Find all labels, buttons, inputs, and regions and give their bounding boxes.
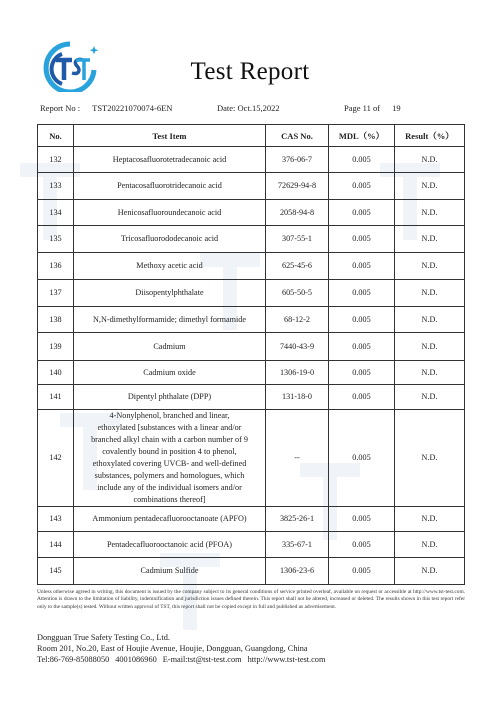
row-mdl: 0.005 — [329, 333, 395, 361]
row-cas-no: 335-67-1 — [266, 532, 329, 558]
page-label: Page — [344, 103, 361, 113]
row-cas-no: 307-55-1 — [266, 226, 329, 253]
report-date — [217, 103, 280, 113]
row-no: 144 — [38, 532, 74, 558]
page-indicator — [344, 103, 401, 113]
row-test-item: Ammonium pentadecafluorooctanoate (APFO) — [74, 507, 266, 532]
row-result: N.D. — [395, 173, 465, 200]
row-no: 140 — [38, 361, 74, 385]
company-website: http://www.tst-test.com — [247, 655, 326, 665]
row-result: N.D. — [395, 307, 465, 333]
row-result: N.D. — [395, 532, 465, 558]
company-address: Room 201, No.20, East of Houjie Avenue, Houjie, Dongguan, Guangdong, China — [37, 644, 308, 654]
row-result: N.D. — [395, 558, 465, 585]
col-cas-no: CAS No. — [266, 125, 329, 147]
row-mdl: 0.005 — [329, 200, 395, 226]
row-test-item: Diisopentylphthalate — [74, 280, 266, 307]
row-mdl: 0.005 — [329, 226, 395, 253]
row-result: N.D. — [395, 361, 465, 385]
row-no: 132 — [38, 147, 74, 173]
company-tel: Tel:86-769-85088050 — [37, 655, 110, 665]
row-mdl: 0.005 — [329, 558, 395, 585]
row-cas-no: 1306-23-6 — [266, 558, 329, 585]
table-row — [38, 532, 465, 558]
row-test-item: 4-Nonylphenol, branched and linear, ethoxylated [substances with a linear and/or branched alkyl chain with a carbon number of 9 covalently bound in position 4 to phenol, ethoxylated covering UVCB- and well-defined substances, polymers and homologues, which include any of the individual isomers and/or combinations thereof] — [74, 410, 266, 507]
company-info — [37, 632, 467, 666]
row-test-item: Pentadecafluorooctanoic acid (PFOA) — [74, 532, 266, 558]
report-no-label: Report No : — [40, 103, 81, 113]
row-cas-no: 625-45-6 — [266, 253, 329, 280]
row-result: N.D. — [395, 226, 465, 253]
row-test-item: Cadmium Sulfide — [74, 558, 266, 585]
row-test-item: Pentacosafluorotridecanoic acid — [74, 173, 266, 200]
table-row — [38, 558, 465, 585]
row-no: 134 — [38, 200, 74, 226]
row-test-item: Tricosafluorododecanoic acid — [74, 226, 266, 253]
row-cas-no: 376-06-7 — [266, 147, 329, 173]
table-row — [38, 507, 465, 532]
company-tel-hotline: 4001086960 — [115, 655, 157, 665]
table-row — [38, 147, 465, 173]
row-no: 145 — [38, 558, 74, 585]
row-test-item: Henicosafluoroundecanoic acid — [74, 200, 266, 226]
row-result: N.D. — [395, 280, 465, 307]
company-contacts — [37, 654, 467, 665]
row-cas-no: 7440-43-9 — [266, 333, 329, 361]
row-cas-no: -- — [266, 410, 329, 507]
row-result: N.D. — [395, 253, 465, 280]
row-no: 138 — [38, 307, 74, 333]
row-mdl: 0.005 — [329, 307, 395, 333]
row-cas-no: 131-18-0 — [266, 385, 329, 410]
row-cas-no: 68-12-2 — [266, 307, 329, 333]
row-cas-no: 605-50-5 — [266, 280, 329, 307]
report-title: Test Report — [190, 58, 310, 85]
date-label: Date: — [217, 103, 236, 113]
table-row — [38, 410, 465, 507]
table-row — [38, 253, 465, 280]
company-name: Dongguan True Safety Testing Co., Ltd. — [37, 633, 170, 642]
table-row — [38, 226, 465, 253]
row-no: 142 — [38, 410, 74, 507]
table-row — [38, 280, 465, 307]
row-mdl: 0.005 — [329, 361, 395, 385]
row-cas-no: 2058-94-8 — [266, 200, 329, 226]
row-result: N.D. — [395, 147, 465, 173]
row-result: N.D. — [395, 385, 465, 410]
row-no: 135 — [38, 226, 74, 253]
col-mdl: MDL（%） — [329, 125, 395, 147]
row-cas-no: 72629-94-8 — [266, 173, 329, 200]
row-test-item: Dipentyl phthalate (DPP) — [74, 385, 266, 410]
row-cas-no: 1306-19-0 — [266, 361, 329, 385]
row-test-item: Cadmium oxide — [74, 361, 266, 385]
row-test-item: N,N-dimethylformamide; dimethyl formamide — [74, 307, 266, 333]
row-result: N.D. — [395, 410, 465, 507]
row-result: N.D. — [395, 507, 465, 532]
results-table — [37, 124, 465, 585]
row-mdl: 0.005 — [329, 532, 395, 558]
table-row — [38, 200, 465, 226]
page-total: 19 — [392, 103, 401, 113]
row-mdl: 0.005 — [329, 507, 395, 532]
page-of: of — [372, 103, 381, 113]
row-result: N.D. — [395, 200, 465, 226]
row-test-item: Methoxy acetic acid — [74, 253, 266, 280]
table-row — [38, 361, 465, 385]
company-email: E-mail:tst@tst-test.com — [162, 655, 242, 665]
row-no: 137 — [38, 280, 74, 307]
row-mdl: 0.005 — [329, 147, 395, 173]
row-no: 133 — [38, 173, 74, 200]
row-cas-no: 3825-26-1 — [266, 507, 329, 532]
row-test-item: Heptacosafluorotetradecanoic acid — [74, 147, 266, 173]
row-test-item: Cadmium — [74, 333, 266, 361]
report-no-value: TST20221070074-6EN — [92, 103, 173, 113]
page-current: 11 — [362, 103, 371, 113]
date-value: Oct.15,2022 — [237, 103, 280, 113]
row-no: 139 — [38, 333, 74, 361]
row-mdl: 0.005 — [329, 280, 395, 307]
col-test-item: Test Item — [74, 125, 266, 147]
row-mdl: 0.005 — [329, 173, 395, 200]
table-row — [38, 307, 465, 333]
col-result: Result（%） — [395, 125, 465, 147]
disclaimer-text: Unless otherwise agreed in writing, this document is issued by the company subject to its general conditions of service printed overleaf, available on request or accessible at http://www.tst-test.com. Attention is drawn to the limitation of liability, indemnification and jurisdiction issues defined therein. This report shall not be altered, increased or deleted. The results shown in this test report refer only to the sample(s) tested. Without written approval of TST, this report shall not be copied except in full and published as advertisement. — [37, 589, 465, 610]
table-row — [38, 333, 465, 361]
row-result: N.D. — [395, 333, 465, 361]
col-no: No. — [38, 125, 74, 147]
row-no: 143 — [38, 507, 74, 532]
table-row — [38, 385, 465, 410]
row-mdl: 0.005 — [329, 385, 395, 410]
table-header-row — [38, 125, 465, 147]
row-mdl: 0.005 — [329, 253, 395, 280]
row-no: 141 — [38, 385, 74, 410]
table-row — [38, 173, 465, 200]
report-number — [40, 103, 172, 113]
row-mdl: 0.005 — [329, 410, 395, 507]
row-no: 136 — [38, 253, 74, 280]
